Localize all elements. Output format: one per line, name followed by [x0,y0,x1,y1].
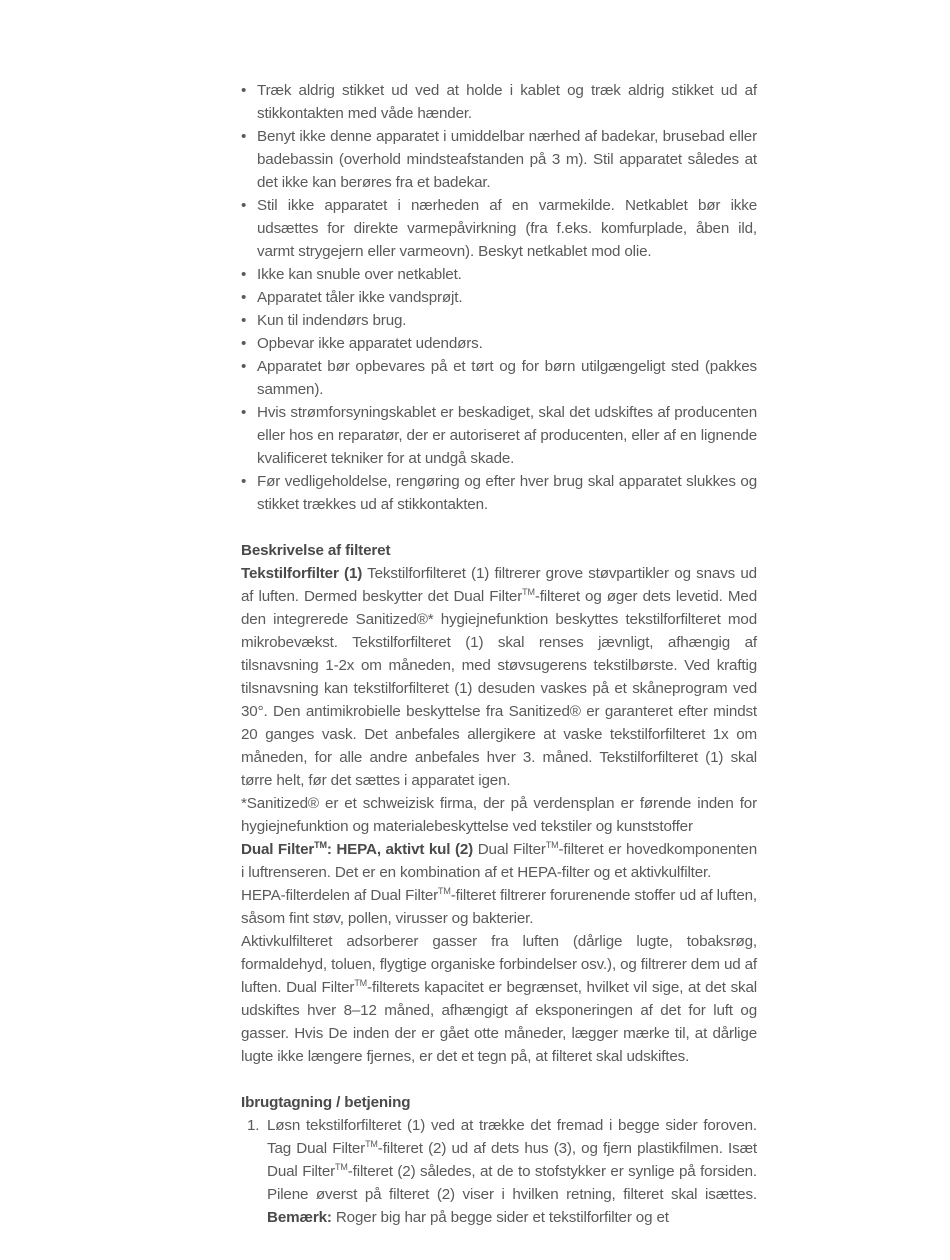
steps-list [241,1114,757,1229]
trademark-mark: TM [354,977,368,988]
trademark-mark: TM [522,586,535,597]
safety-list [241,79,757,516]
lead-text: : HEPA, aktivt kul (2) [326,841,474,858]
step-text: -filteret (2) ud af dets hus (3), og fjern plastikfilmen. Isæt Dual Filter [267,1140,757,1180]
textile-prefilter-paragraph [241,562,757,792]
step-text: Roger big har på begge sider et tekstilforfilter og et [331,1209,669,1226]
trademark-mark: TM [438,885,451,896]
manual-page [241,79,757,1229]
lead-text: Dual Filter [241,841,315,858]
paragraph-text: HEPA-filterdelen af Dual Filter [241,887,439,904]
step-number: 1. [247,1117,260,1134]
paragraph-text: Aktivkulfilteret adsorberer gasser fra luften (dårlige lugte, tobaksrøg, formaldehyd, toluen, flygtige organiske forbindelser osv.), og filtrerer dem ud af luften. Dual Filter [241,933,757,996]
list-item: • Apparatet bør opbevares på et tørt og for børn utilgængeligt sted (pakkes sammen). [241,355,757,401]
list-item: • Apparatet tåler ikke vandsprøjt. [241,286,757,309]
dual-filter-paragraph [241,838,757,884]
paragraph-text: Tekstilforfilteret (1) filtrerer grove støvpartikler og snavs ud af luften. Dermed beskytter det Dual Filter [241,565,757,605]
list-item: • Kun til indendørs brug. [241,309,757,332]
trademark-mark: TM [335,1161,348,1172]
paragraph-text: -filteret er hovedkomponenten i luftrenseren. Det er en kombination af et HEPA-filter og et aktivkulfilter. [241,841,758,881]
paragraph-lead [241,841,473,858]
list-item: • Ikke kan snuble over netkablet. [241,263,757,286]
paragraph-text: -filteret filtrerer forurenende stoffer ud af luften, såsom fint støv, pollen, virusser og bakterier. [241,887,757,927]
note-label: Bemærk: [267,1209,332,1226]
step-text: -filteret (2) således, at de to stofstykker er synlige på forsiden. Pilene øverst på filteret (2) viser i hvilken retning, filteret skal isættes. [267,1163,757,1203]
list-item [241,1114,757,1229]
trademark-mark: TM [545,839,559,850]
section-heading: Ibrugtagning / betjening [241,1094,411,1111]
activated-carbon-paragraph [241,930,757,1068]
hepa-paragraph [241,884,757,930]
footnote: *Sanitized® er et schweizisk firma, der på verdensplan er førende inden for hygiejnefunktion og materialebeskyttelse ved tekstiler og kunststoffer [241,795,757,835]
list-item: • Stil ikke apparatet i nærheden af en varmekilde. Netkablet bør ikke udsættes for direkte varmepåvirkning (fra f.eks. komfurplade, åben ild, varmt strygejern eller varmeovn). Beskyt netkablet mod olie. [241,194,757,263]
list-item: • Træk aldrig stikket ud ved at holde i kablet og træk aldrig stikket ud af stikkontakten med våde hænder. [241,79,757,125]
trademark-mark: TM [365,1138,378,1149]
paragraph-text: -filterets kapacitet er begrænset, hvilket vil sige, at det skal udskiftes hver 8–12 måned, afhængigt af eksponeringen af det for luft og gasser. Hvis De inden der er gået otte måneder, lægger mærke til, at dårlige lugte ikke længere fjernes, er det et tegn på, at filteret skal udskiftes. [241,979,757,1065]
paragraph-lead: Tekstilforfilter (1) [241,565,363,582]
trademark-mark: TM [314,839,327,850]
list-item: • Opbevar ikke apparatet udendørs. [241,332,757,355]
list-item: • Benyt ikke denne apparatet i umiddelbar nærhed af badekar, brusebad eller badebassin (overhold mindsteafstanden på 3 m). Stil apparatet således at det ikke kan berøres fra et badekar. [241,125,757,194]
section-heading: Beskrivelse af filteret [241,542,391,559]
operation-section [241,1091,757,1229]
paragraph-text: -filteret og øger dets levetid. Med den integrerede Sanitized®* hygiejnefunktion beskyttes tekstilforfilteret mod mikrobevækst. Tekstilforfilteret (1) skal renses jævnligt, afhængig af tilsnavsning 1-2x om måneden, med støvsugerens tekstilbørste. Ved kraftig tilsnavsning kan tekstilforfilteret (1) desuden vaskes på et skåneprogram ved 30°. Den antimikrobielle beskyttelse fra Sanitized® er garanteret efter mindst 20 ganges vask. Det anbefales allergikere at vaske tekstilforfilteret 1x om måneden, for alle andre anbefales hver 3. måned. Tekstilforfilteret (1) skal tørre helt, før det sættes i apparatet igen. [241,588,757,789]
filter-description-section [241,539,757,1068]
step-text: Løsn tekstilforfilteret (1) ved at trække det fremad i begge sider foroven. Tag Dual Filter [267,1117,757,1157]
list-item: • Hvis strømforsyningskablet er beskadiget, skal det udskiftes af producenten eller hos en reparatør, der er autoriseret af producenten, eller af en lignende kvalificeret tekniker for at undgå skade. [241,401,757,470]
paragraph-text: Dual Filter [473,841,546,858]
list-item: • Før vedligeholdelse, rengøring og efter hver brug skal apparatet slukkes og stikket trækkes ud af stikkontakten. [241,470,757,516]
